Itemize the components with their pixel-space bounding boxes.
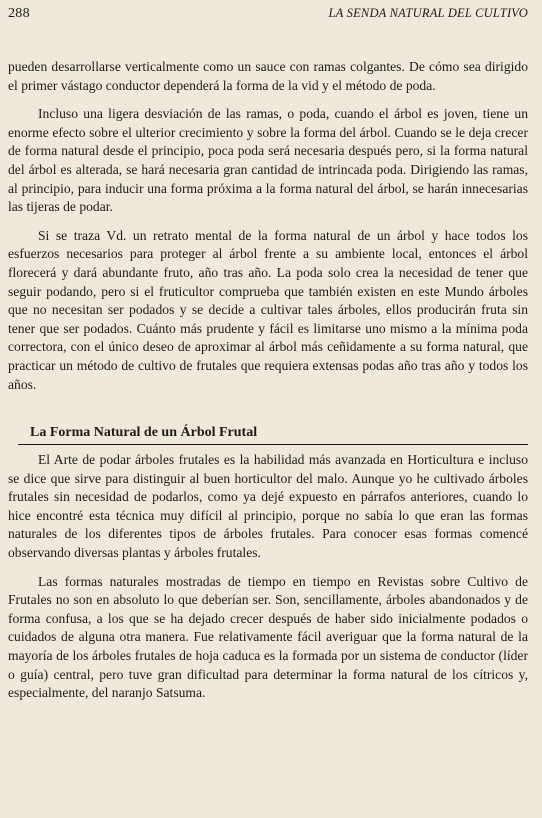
body-text [8, 58, 528, 703]
paragraph: Incluso una ligera desviación de las ramas, o poda, cuando el árbol es joven, tiene un enorme efecto sobre el ulterior crecimiento y sobre la forma del árbol. Cuando se le deja crecer de forma natural desde el principio, poca poda será necesaria después pero, si la forma natural del árbol es alterada, se hará necesaria gran cantidad de intrincada poda. Dirigiendo las ramas, al principio, para inducir una forma próxima a la forma natural del árbol, se harán innecesarias las tijeras de podar. [8, 106, 528, 215]
paragraph: El Arte de podar árboles frutales es la habilidad más avanzada en Horticultura e incluso se dice que sirve para distinguir al buen horticultor del malo. Aunque yo he cultivado árboles frutales sin necesidad de podarlos, como ya dejé expuesto en párrafos anteriores, cuando lo hice encontré esta técnica muy difícil al principio, porque no sabía lo que eran las formas naturales de los diferentes tipos de árboles frutales. Para conocer esas formas comencé observando diversas plantas y árboles frutales. [8, 452, 528, 561]
page-number: 288 [8, 6, 30, 21]
heading-rule [18, 444, 528, 445]
paragraph: Si se traza Vd. un retrato mental de la forma natural de un árbol y hace todos los esfuerzos necesarios para proteger al árbol frente a su ambiente local, entonces el árbol florecerá y dará abundante fruto, año tras año. La poda solo crea la necesidad de tener que seguir podando, pero si el fruticultor comprueba que también existen en este Mundo árboles que no necesitan ser podados y se decide a cultivar tales árboles, ellos producirán fruta sin tener que ser podados. Cuánto más prudente y fácil es limitarse uno mismo a la mínima poda correctora, con el único deseo de aproximar al árbol más ceñidamente a su forma natural, que practicar un método de cultivo de frutales que requiera extensas podas año tras año y todos los años. [8, 227, 528, 392]
page-header [8, 6, 528, 32]
section-body [8, 451, 528, 703]
paragraph: pueden desarrollarse verticalmente como un sauce con ramas colgantes. De cómo sea dirigido el primer vástago conductor dependerá la forma de la vid y el método de poda. [8, 59, 528, 93]
paragraph: Las formas naturales mostradas de tiempo en tiempo en Revistas sobre Cultivo de Frutales no son en absoluto lo que deberían ser. Son, sencillamente, árboles abandonados y de forma confusa, a los que se ha dejado crecer después de haber sido inicialmente podados o cuidados de alguna otra manera. Fue relativamente fácil averiguar que la forma natural de la mayoría de los árboles frutales de hoja caduca es la formada por un sistema de conductor (líder o guía) central, pero tuve gran dificultad para determinar la forma natural de los cítricos y, especialmente, del naranjo Satsuma. [8, 573, 528, 701]
section-heading: La Forma Natural de un Árbol Frutal [30, 425, 258, 441]
running-title: LA SENDA NATURAL DEL CULTIVO [328, 6, 528, 20]
